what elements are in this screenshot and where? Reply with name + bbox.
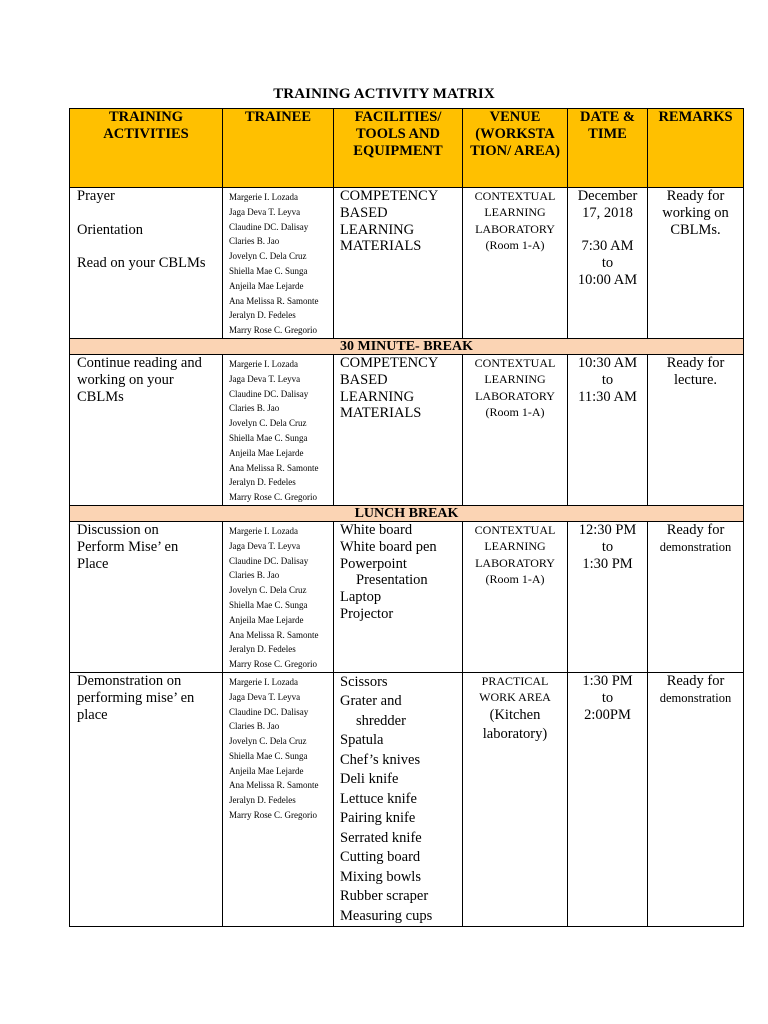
venue-line: LEARNING [484,539,546,554]
trainee-name: Claudine DC. Dalisay [229,221,309,232]
trainee-name: Jovelyn C. Dela Cruz [229,736,307,747]
remarks-cell [648,521,744,672]
facility-item: COMPETENCY [340,188,439,204]
datetime-cell [568,521,648,672]
header-remarks: REMARKS [648,109,744,188]
trainee-name: Claries B. Jao [229,721,280,732]
time-line: 1:30 PM [582,555,633,572]
facilities-cell [334,354,463,505]
facility-item: LEARNING [340,221,415,238]
table-row [70,188,744,339]
remarks-cell [648,188,744,339]
facility-item: LEARNING [340,388,415,405]
facility-item: Projector [340,605,394,622]
facility-item: Spatula [340,732,384,749]
facility-item: White board pen [340,538,437,555]
trainee-name: Jaga Deva T. Leyva [229,540,301,551]
trainee-name: Ana Melissa R. Samonte [229,629,319,640]
trainee-name: Jovelyn C. Dela Cruz [229,418,307,429]
time-line: 10:00 AM [577,271,638,288]
remark-line: lecture. [673,371,718,388]
trainee-name: Ana Melissa R. Samonte [229,295,319,306]
trainee-list [223,521,334,672]
facility-item: Laptop [340,589,382,606]
remark-line: CBLMs. [670,221,721,238]
time-line: to [601,538,614,555]
trainee-name: Margerie I. Lozada [229,192,299,202]
trainee-name: Marry Rose C. Gregorio [229,659,317,670]
remarks-cell [648,672,744,927]
remark-line: Ready for [666,672,725,689]
activity-item: Perform Mise’ en [77,538,179,555]
remark-line: Ready for [666,354,725,371]
trainee-name: Marry Rose C. Gregorio [229,492,317,503]
remarks-cell [648,354,744,505]
venue-cell [463,188,568,339]
trainee-name: Claudine DC. Dalisay [229,555,309,566]
venue-line: CONTEXTUAL [474,355,556,370]
trainee-name: Jeralyn D. Fedeles [229,644,296,655]
facility-item: Lettuce knife [340,790,417,807]
facilities-cell [334,188,463,339]
break-row [70,338,744,354]
break-label: 30 MINUTE- BREAK [70,338,744,354]
remark-line: working on [662,204,729,221]
facility-item: Mixing bowls [340,868,421,885]
break-label: LUNCH BREAK [70,505,744,521]
trainee-name: Marry Rose C. Gregorio [229,810,317,821]
trainee-name: Jeralyn D. Fedeles [229,795,296,806]
facility-item: Grater and [340,693,402,710]
activity-item: CBLMs [77,388,124,405]
time-line: to [601,255,614,272]
trainee-name: Jaga Deva T. Leyva [229,691,301,702]
venue-cell [463,354,568,505]
activity-item: Prayer [77,188,115,204]
venue-line: LEARNING [484,372,546,387]
venue-line: LABORATORY [475,221,555,236]
document-title: TRAINING ACTIVITY MATRIX [273,86,495,102]
facility-item: Chef’s knives [340,751,421,768]
activity-item: Place [77,555,109,572]
table-row [70,521,744,672]
venue-line: PRACTICAL [481,673,549,688]
trainee-name: Shiella Mae C. Sunga [229,265,308,276]
remark-line: demonstration [659,539,732,554]
trainee-name: Jaga Deva T. Leyva [229,206,301,217]
venue-line: (Room 1-A) [485,237,545,252]
venue-line: laboratory) [482,725,548,742]
break-row [70,505,744,521]
trainee-name: Jovelyn C. Dela Cruz [229,251,307,262]
facility-item: Rubber scraper [340,888,429,905]
facility-item: shredder [356,712,406,729]
trainee-name: Ana Melissa R. Samonte [229,462,319,473]
facility-item: MATERIALS [340,405,422,422]
venue-line: (Room 1-A) [485,571,545,586]
remark-line: Ready for [666,188,725,204]
trainee-name: Shiella Mae C. Sunga [229,432,308,443]
trainee-name: Claries B. Jao [229,236,280,247]
venue-line: LEARNING [484,205,546,220]
header-activities: TRAINING ACTIVITIES [70,109,223,188]
time-line: to [601,689,614,706]
facility-item: Deli knife [340,771,399,788]
activities-cell [70,672,223,927]
trainee-name: Anjeila Mae Lejarde [229,614,304,625]
date-line: December [577,188,638,204]
header-venue: VENUE (WORKSTA TION/ AREA) [463,109,568,188]
trainee-name: Jovelyn C. Dela Cruz [229,585,307,596]
header-facilities: FACILITIES/ TOOLS AND EQUIPMENT [334,109,463,188]
trainee-name: Marry Rose C. Gregorio [229,325,317,336]
activity-item: Demonstration on [77,672,182,689]
trainee-list [223,188,334,339]
trainee-name: Claries B. Jao [229,403,280,414]
date-line: 17, 2018 [582,204,633,221]
activity-item: working on your [77,371,174,388]
trainee-name: Claudine DC. Dalisay [229,388,309,399]
remark-line: Ready for [666,521,725,538]
time-line: 12:30 PM [578,521,637,538]
trainee-name: Claries B. Jao [229,570,280,581]
trainee-name: Anjeila Mae Lejarde [229,765,304,776]
venue-cell [463,521,568,672]
activity-item: place [77,706,108,723]
time-line: 2:00PM [584,706,631,723]
trainee-name: Claudine DC. Dalisay [229,706,309,717]
trainee-name: Jaga Deva T. Leyva [229,373,301,384]
header-row [70,109,744,188]
facility-item: MATERIALS [340,238,422,255]
facility-item: Cutting board [340,849,421,866]
trainee-name: Jeralyn D. Fedeles [229,310,296,321]
trainee-list [223,672,334,927]
datetime-cell [568,354,648,505]
remark-line: demonstration [659,690,732,705]
facility-item: Measuring cups [340,907,433,924]
table-row [70,672,744,927]
facility-item: Presentation [356,572,428,589]
header-datetime: DATE & TIME [568,109,648,188]
activities-cell [70,354,223,505]
venue-line: CONTEXTUAL [474,522,556,537]
facility-item: BASED [340,204,388,221]
venue-line: LABORATORY [475,555,555,570]
activities-cell [70,521,223,672]
trainee-name: Margerie I. Lozada [229,358,299,369]
trainee-name: Shiella Mae C. Sunga [229,750,308,761]
facility-item: Pairing knife [340,810,416,827]
activities-cell [70,188,223,339]
trainee-name: Anjeila Mae Lejarde [229,447,304,458]
trainee-name: Margerie I. Lozada [229,525,299,536]
activity-item: performing mise’ en [77,689,195,706]
time-line: 11:30 AM [578,388,637,405]
venue-line: WORK AREA [479,690,551,705]
facility-item: BASED [340,371,388,388]
activity-item: Continue reading and [77,354,202,371]
trainee-name: Jeralyn D. Fedeles [229,477,296,488]
venue-cell [463,672,568,927]
header-trainee: TRAINEE [223,109,334,188]
activity-item: Orientation [77,221,144,238]
table-row [70,354,744,505]
venue-line: LABORATORY [475,388,555,403]
trainee-name: Anjeila Mae Lejarde [229,280,304,291]
time-line: 10:30 AM [577,354,638,371]
datetime-cell [568,188,648,339]
trainee-list [223,354,334,505]
venue-line: (Room 1-A) [485,404,545,419]
facility-item: White board [340,521,413,538]
training-matrix-table [69,108,744,927]
trainee-name: Margerie I. Lozada [229,676,299,687]
facility-item: Scissors [340,673,388,690]
facility-item: Powerpoint [340,555,407,572]
time-line: 1:30 PM [582,672,633,689]
venue-line: (Kitchen [489,706,541,723]
activity-item: Read on your CBLMs [77,255,206,272]
facility-item: COMPETENCY [340,354,439,371]
facility-item: Serrated knife [340,829,422,846]
trainee-name: Shiella Mae C. Sunga [229,599,308,610]
time-line: to [601,371,614,388]
time-line: 7:30 AM [581,238,634,255]
trainee-name: Ana Melissa R. Samonte [229,780,319,791]
venue-line: CONTEXTUAL [474,189,556,203]
facilities-cell [334,521,463,672]
datetime-cell [568,672,648,927]
activity-item: Discussion on [77,521,159,538]
facilities-cell [334,672,463,927]
